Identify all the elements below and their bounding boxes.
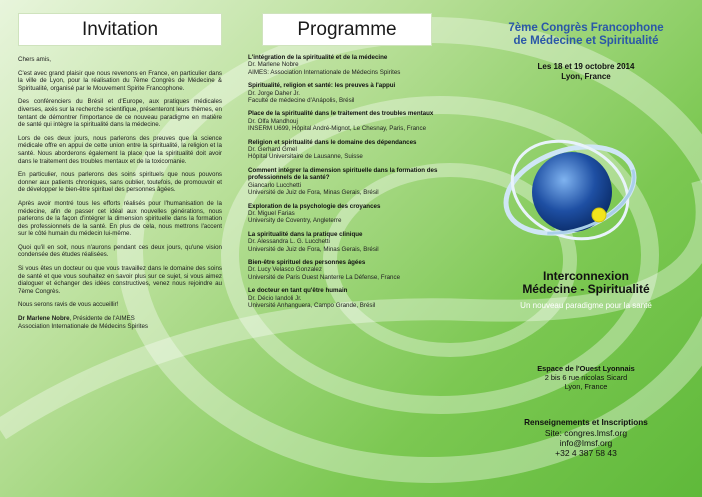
affiliation: Université de Juiz de Fora, Minas Gerais, Brésil <box>248 189 379 197</box>
speaker: Dr. Gerhard Gmel <box>248 146 297 154</box>
contact-email-link[interactable]: info@lmsf.org <box>559 438 613 448</box>
affiliation: Université de Paris Ouest Nanterre La Défense, France <box>248 273 401 281</box>
talk-title: Place de la spiritualité dans le traitement des troubles mentaux <box>248 110 434 118</box>
programme-item <box>248 203 462 225</box>
invitation-panel <box>0 0 236 497</box>
talk-title: Spiritualité, religion et santé: les preuves à l'appui <box>248 82 396 90</box>
speaker: Dr. Marlene Nobre <box>248 61 299 69</box>
greeting: Chers amis, <box>18 56 52 63</box>
programme-list <box>248 54 462 309</box>
letter-paragraph: En particulier, nous parlerons des soins spirituels que nous pouvons donner aux patients chroniques, sans oublier, toutefois, de promouvoir et de développer le bien-être spirituel des personnes âgées. <box>18 171 222 194</box>
headline-line: Interconnexion <box>542 269 629 283</box>
globe-logo-icon <box>500 128 640 253</box>
talk-title: Le docteur en tant qu'être humain <box>248 287 348 295</box>
programme-panel <box>238 0 468 497</box>
affiliation: Université de Juiz de Fora, Minas Gerais, Brésil <box>248 245 379 253</box>
cover-panel <box>470 0 702 497</box>
programme-item <box>248 259 462 281</box>
letter-paragraph: Des conférenciers du Brésil et d'Europe, aux pratiques médicales diverses, axés sur la recherche scientifique, présenteront leurs thèmes, en tentant de démontrer l'importance de ce nouveau paradigme en matière de santé qui intègre la spiritualité dans la médecine. <box>18 98 222 129</box>
talk-title: Bien-être spirituel des personnes âgées <box>248 258 366 266</box>
letter-paragraph: Après avoir montré tous les efforts réalisés pour l'humanisation de la médecine, afin de passer cet idéal aux nouvelles générations, nous parlerons de la façon d'intégrer la dimension spirituelle dans la formation des professionnels de la santé. En plus de cela, nous mettrons l'accent sur le côté humain du médecin lui-même. <box>18 199 222 238</box>
talk-title: Exploration de la psychologie des croyances <box>248 202 381 210</box>
location-line: Lyon, France <box>561 71 611 81</box>
congress-date <box>470 62 702 81</box>
talk-title: L'intégration de la spiritualité et de la médecine <box>248 54 388 61</box>
speaker: Dr. Jorge Daher Jr. <box>248 89 300 97</box>
invitation-letter <box>18 56 222 330</box>
headline <box>470 270 702 296</box>
programme-item <box>248 287 462 309</box>
subtitle: Un nouveau paradigme pour la santé <box>520 301 652 310</box>
speaker: Dr. Miguel Farias <box>248 209 295 217</box>
programme-item <box>248 110 462 132</box>
programme-item <box>248 231 462 253</box>
venue <box>470 364 702 391</box>
invitation-heading: Invitation <box>18 13 222 46</box>
speaker: Giancarlo Lucchetti <box>248 181 301 189</box>
signature <box>18 315 222 330</box>
affiliation: INSERM U699, Hôpital André-Mignot, Le Chesnay, Paris, France <box>248 125 427 133</box>
affiliation: University de Coventry, Angleterre <box>248 217 342 225</box>
venue-city: Lyon, France <box>564 382 608 391</box>
venue-street: 2 bis 6 rue nicolas Sicard <box>544 373 628 382</box>
signature-name: Dr Marlene Nobre <box>18 315 70 323</box>
contact-heading: Renseignements et Inscriptions <box>524 418 648 427</box>
programme-item <box>248 54 462 76</box>
letter-paragraph: C'est avec grand plaisir que nous revenons en France, en particulier dans la ville de Lyon, pour la réalisation du 7ème Congrès de Médecine & Spiritualité, organisé par le Mouvement Spirite Francophone. <box>18 69 222 92</box>
speaker: Dr. Lucy Velasco Gonzalez <box>248 266 322 274</box>
contact-site-link[interactable]: Site: congres.lmsf.org <box>544 428 628 438</box>
affiliation: Faculté de médecine d'Anápolis, Brésil <box>248 97 355 105</box>
headline-line: Médecine - Spiritualité <box>522 282 650 296</box>
contact-info <box>470 418 702 458</box>
affiliation: AIMES: Association Internationale de Médecins Spirites <box>248 68 401 76</box>
programme-item <box>248 82 462 104</box>
signature-role: , Présidente de l'AIMES <box>69 315 135 323</box>
contact-phone: +32 4 387 58 43 <box>555 448 617 458</box>
programme-item <box>248 139 462 161</box>
letter-paragraph: Si vous êtes un docteur ou que vous travaillez dans le domaine des soins de santé et que vous souhaitez en savoir plus sur ce sujet, si vous aimez dialoguer et échanger des idées constructives, venez nous rejoindre au 7ème Congrès. <box>18 265 222 295</box>
speaker: Dr. Décio Iandoli Jr. <box>248 294 302 302</box>
congress-title-line: 7ème Congrès Francophone <box>508 22 664 34</box>
talk-title: Comment intégrer la dimension spirituelle dans la formation des professionnels de la santé? <box>248 166 438 182</box>
letter-paragraph: Quoi qu'il en soit, nous n'aurons pendant ces deux jours, qu'une vision condensée des études réalisées. <box>18 243 222 259</box>
affiliation: Hôpital Universitaire de Lausanne, Suisse <box>248 153 363 161</box>
programme-heading: Programme <box>262 13 432 46</box>
letter-paragraph: Nous serons ravis de vous accueillir! <box>18 301 119 309</box>
affiliation: Université Anhanguera, Campo Grande, Brésil <box>248 301 376 309</box>
venue-name: Espace de l'Ouest Lyonnais <box>537 364 635 373</box>
talk-title: Religion et spiritualité dans le domaine des dépendances <box>248 138 417 146</box>
congress-title-line: de Médecine et Spiritualité <box>513 35 659 47</box>
speaker: Dr. Olfa Mandhouj <box>248 117 298 125</box>
date-line: Les 18 et 19 octobre 2014 <box>537 62 635 71</box>
programme-item <box>248 167 462 197</box>
speaker: Dr. Alessandra L. G. Lucchetti <box>248 238 330 246</box>
signature-org: Association Internationale de Médecins Spirites <box>18 322 149 330</box>
talk-title: La spiritualité dans la pratique clinique <box>248 230 363 238</box>
congress-title <box>470 22 702 48</box>
letter-paragraph: Lors de ces deux jours, nous parlerons des preuves que la science médicale offre en appui de cette union entre la spiritualité, la religion et la santé. Nous aborderons également la place que la spiritualité doit avoir dans le traitement des troubles mentaux et de la toxicomanie. <box>18 134 222 165</box>
